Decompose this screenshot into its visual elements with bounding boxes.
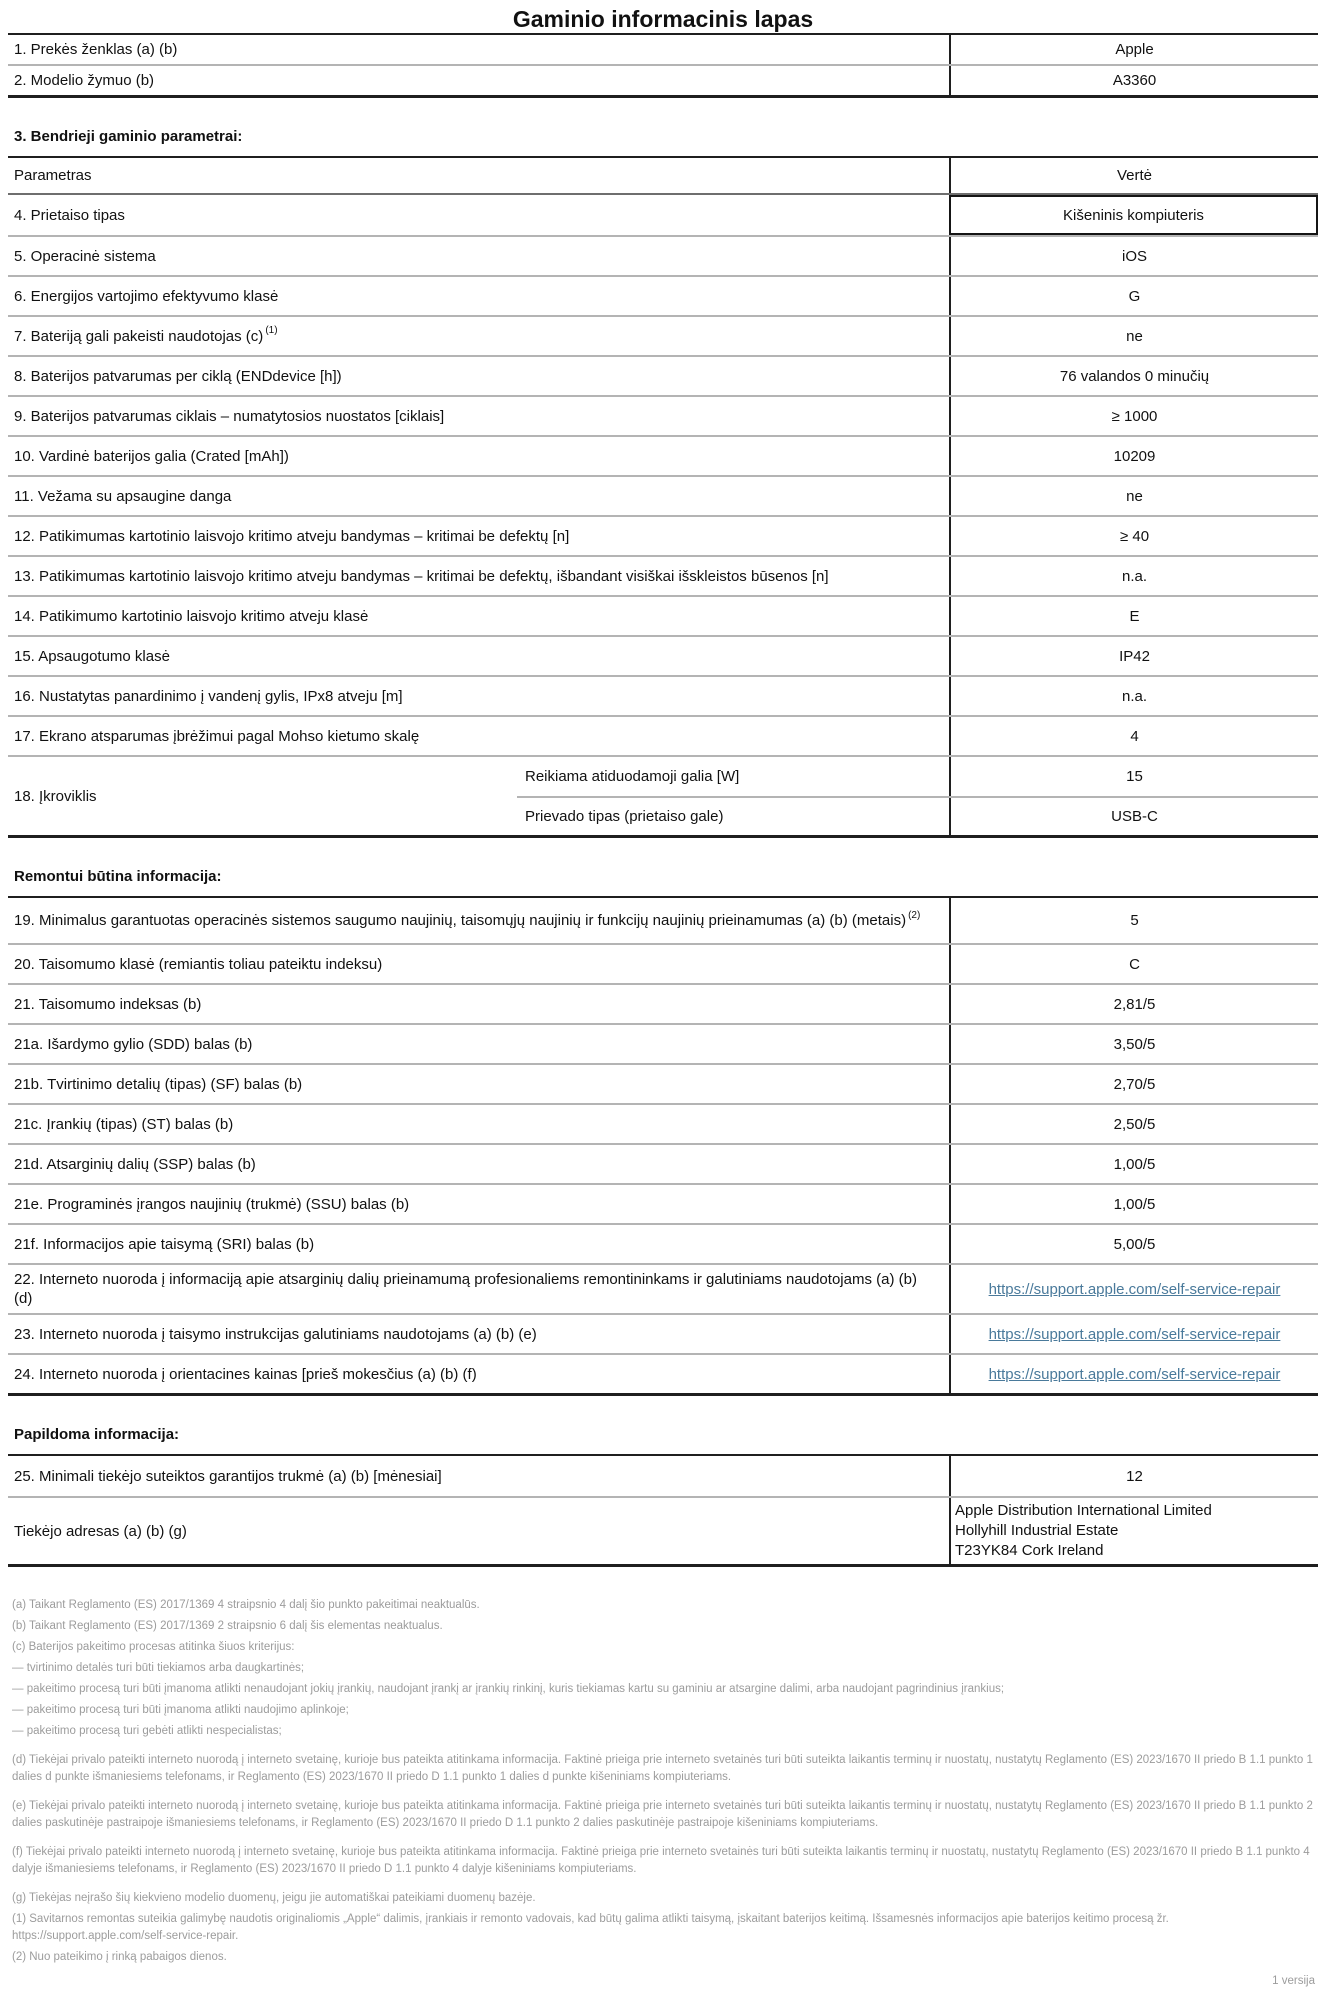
table-row bbox=[8, 1263, 1318, 1313]
row-value-text: IP42 bbox=[1119, 647, 1150, 665]
row-value bbox=[949, 1315, 1318, 1353]
row-label bbox=[8, 277, 949, 315]
row-value bbox=[949, 1105, 1318, 1143]
row-label-text: 11. Vežama su apsaugine danga bbox=[14, 487, 232, 505]
row-label-text: 15. Apsaugotumo klasė bbox=[14, 647, 170, 665]
table-row bbox=[8, 475, 1318, 515]
column-header-param: Parametras bbox=[14, 167, 92, 184]
row-label-text: 16. Nustatytas panardinimo į vandenį gylis, IPx8 atveju [m] bbox=[14, 687, 403, 705]
row-value bbox=[949, 1185, 1318, 1223]
row-label bbox=[8, 1456, 949, 1496]
row-label-text: 2. Modelio žymuo (b) bbox=[14, 72, 155, 89]
row-value bbox=[949, 195, 1318, 235]
row-label bbox=[8, 1265, 949, 1313]
table-row bbox=[8, 943, 1318, 983]
row-label bbox=[8, 357, 949, 395]
brand-model-table bbox=[8, 33, 1318, 98]
column-header-value: Vertė bbox=[949, 158, 1318, 193]
row-value-text: ≥ 1000 bbox=[1111, 407, 1158, 425]
row-value bbox=[949, 1456, 1318, 1496]
row-label bbox=[8, 597, 949, 635]
row-value bbox=[949, 1225, 1318, 1263]
table-row bbox=[8, 898, 1318, 943]
table-header-row bbox=[8, 158, 1318, 195]
table-subrow bbox=[517, 796, 1318, 835]
table-row bbox=[8, 595, 1318, 635]
row-value-text: 15 bbox=[1126, 768, 1143, 785]
row-label bbox=[8, 677, 949, 715]
table-row bbox=[8, 1143, 1318, 1183]
row-label-text: 21a. Išardymo gylio (SDD) balas (b) bbox=[14, 1035, 253, 1053]
row-label bbox=[8, 437, 949, 475]
subrow-label: Prievado tipas (prietaiso gale) bbox=[525, 808, 724, 825]
table-row bbox=[8, 355, 1318, 395]
document-content bbox=[8, 6, 1318, 1966]
row-label bbox=[8, 945, 949, 983]
row-label-text: 20. Taisomumo klasė (remiantis toliau pateiktu indeksu) bbox=[14, 955, 383, 973]
row-label-text: 1. Prekės ženklas (a) (b) bbox=[14, 41, 178, 58]
section-heading-general: 3. Bendrieji gaminio parametrai: bbox=[14, 128, 243, 145]
row-label bbox=[8, 1025, 949, 1063]
table-row bbox=[8, 515, 1318, 555]
row-label bbox=[8, 195, 949, 235]
row-label: 7. Bateriją gali pakeisti naudotojas (c) $^{(1)}$ bbox=[14, 325, 278, 345]
row-label-text: 5. Operacinė sistema bbox=[14, 247, 156, 265]
row-label bbox=[8, 1355, 949, 1393]
table-row bbox=[8, 983, 1318, 1023]
row-value-text: 1,00/5 bbox=[1113, 1155, 1156, 1173]
footnote: — tvirtinimo detalės turi būti tiekiamos arba daugkartinės; bbox=[12, 1662, 305, 1674]
row-value bbox=[949, 1498, 1318, 1564]
table-row bbox=[8, 675, 1318, 715]
row-value-text: 5 bbox=[1130, 912, 1139, 929]
table-row bbox=[8, 1456, 1318, 1496]
row-label-text: 17. Ekrano atsparumas įbrėžimui pagal Mohso kietumo skalę bbox=[14, 727, 420, 745]
row-label bbox=[8, 1145, 949, 1183]
row-value bbox=[949, 945, 1318, 983]
row-value bbox=[949, 1355, 1318, 1393]
row-label-text: 21f. Informacijos apie taisymą (SRI) balas (b) bbox=[14, 1235, 315, 1253]
row-value bbox=[949, 277, 1318, 315]
row-label-text: 8. Baterijos patvarumas per ciklą (ENDdevice [h]) bbox=[14, 367, 342, 385]
row-value-text: 3,50/5 bbox=[1113, 1035, 1156, 1053]
row-value-text: 10209 bbox=[1113, 447, 1156, 465]
row-value bbox=[949, 597, 1318, 635]
row-value-text: 2,81/5 bbox=[1113, 995, 1156, 1013]
row-value bbox=[949, 557, 1318, 595]
row-value-text: USB-C bbox=[1111, 808, 1158, 825]
table-row bbox=[8, 395, 1318, 435]
table-row bbox=[8, 1313, 1318, 1353]
footnotes bbox=[12, 1597, 1318, 1966]
row-label bbox=[8, 517, 949, 555]
row-value-text: G bbox=[1128, 287, 1141, 305]
row-label bbox=[8, 35, 949, 64]
row-value bbox=[949, 66, 1318, 95]
row-value-text: E bbox=[1129, 607, 1140, 625]
row-value bbox=[949, 517, 1318, 555]
table-row bbox=[8, 555, 1318, 595]
row-value-text: C bbox=[1129, 955, 1140, 973]
row-label-text: Tiekėjo adresas (a) (b) (g) bbox=[14, 1522, 187, 1540]
subrow-label: Reikiama atiduodamoji galia [W] bbox=[525, 768, 740, 785]
table-row bbox=[8, 755, 1318, 835]
charger-subcolumn bbox=[517, 757, 1318, 835]
additional-info-table bbox=[8, 1454, 1318, 1567]
row-label-text: 18. Įkroviklis bbox=[14, 787, 97, 805]
row-value-text: ne bbox=[1126, 487, 1143, 505]
row-value-text: iOS bbox=[1121, 247, 1147, 265]
footnote: (2) Nuo pateikimo į rinką pabaigos dienos. bbox=[12, 1951, 227, 1963]
row-label-text: 21d. Atsarginių dalių (SSP) balas (b) bbox=[14, 1155, 256, 1173]
footnote: — pakeitimo procesą turi būti įmanoma atlikti naudojimo aplinkoje; bbox=[12, 1704, 349, 1716]
row-value bbox=[949, 437, 1318, 475]
table-row bbox=[8, 1103, 1318, 1143]
row-label-text: 13. Patikimumas kartotinio laisvojo kritimo atveju bandymas – kritimai be defektų, išbandant visiškai išskleistos būsenos [n] bbox=[14, 567, 829, 585]
row-value bbox=[949, 1265, 1318, 1313]
table-row bbox=[8, 1023, 1318, 1063]
row-label bbox=[8, 1185, 949, 1223]
row-value bbox=[949, 357, 1318, 395]
row-label-text: 23. Interneto nuoroda į taisymo instrukcijas galutiniams naudotojams (a) (b) (e) bbox=[14, 1325, 537, 1343]
page-title: Gaminio informacinis lapas bbox=[512, 6, 814, 32]
row-value-text: 12 bbox=[1126, 1467, 1143, 1485]
row-label bbox=[8, 1065, 949, 1103]
table-row bbox=[8, 435, 1318, 475]
row-label bbox=[8, 237, 949, 275]
row-label-text: 24. Interneto nuoroda į orientacines kainas [prieš mokesčius (a) (b) (f) bbox=[14, 1365, 477, 1383]
row-value bbox=[949, 237, 1318, 275]
row-value-text: ≥ 40 bbox=[1119, 527, 1150, 545]
row-value-text: 2,50/5 bbox=[1113, 1115, 1156, 1133]
repair-link[interactable]: https://support.apple.com/self-service-repair bbox=[988, 1280, 1281, 1298]
row-value-text: 76 valandos 0 minučių bbox=[1059, 367, 1210, 385]
table-row bbox=[8, 235, 1318, 275]
row-value bbox=[949, 985, 1318, 1023]
row-value-text: ne bbox=[1126, 327, 1143, 345]
row-label bbox=[8, 66, 949, 95]
footnote: (c) Baterijos pakeitimo procesas atitinka šiuos kriterijus: bbox=[12, 1641, 295, 1653]
footnote: (f) Tiekėjai privalo pateikti interneto nuorodą į interneto svetainę, kurioje bus pateikta atitinkama informacija. Faktinė prieiga prie interneto svetainės turi būti suteikta laikantis terminų ir nuostatų, nustatytų Reglamento (ES) 2023/1670 II priedo B 1.1 punkto 4 dalyje išmaniesiems telefonams, ir Reglamento (ES) 2023/1670 II priedo D 1.1 punkto 4 dalyje kišeniniams kompiuteriams. bbox=[12, 1846, 1310, 1875]
row-value bbox=[949, 717, 1318, 755]
row-label-text: 21b. Tvirtinimo detalių (tipas) (SF) balas (b) bbox=[14, 1075, 303, 1093]
row-label-text: 12. Patikimumas kartotinio laisvojo kritimo atveju bandymas – kritimai be defektų [n] bbox=[14, 527, 570, 545]
row-value bbox=[949, 637, 1318, 675]
row-value bbox=[949, 1145, 1318, 1183]
row-label-text: 21c. Įrankių (tipas) (ST) balas (b) bbox=[14, 1115, 234, 1133]
row-label-text: 19. Minimalus garantuotas operacinės sistemos saugumo naujinių, taisomųjų naujinių ir funkcijų naujinių prieinamumas (a) (b) (metais) bbox=[14, 912, 907, 929]
table-row bbox=[8, 35, 1318, 64]
section-heading-repair: Remontui būtina informacija: bbox=[14, 868, 222, 885]
footnote: — pakeitimo procesą turi būti įmanoma atlikti nenaudojant jokių įrankių, naudojant įrankį ar įrankių rinkinį, kuris tiekiamas kartu su gaminiu ar atsargine dalimi, arba naudojant pagrindinius įrankius; bbox=[12, 1683, 1005, 1695]
repair-info-table bbox=[8, 896, 1318, 1396]
address-line: Hollyhill Industrial Estate bbox=[955, 1522, 1119, 1539]
row-label-text: 25. Minimali tiekėjo suteiktos garantijos trukmė (a) (b) [mėnesiai] bbox=[14, 1467, 442, 1485]
table-subrow bbox=[517, 757, 1318, 796]
row-label bbox=[8, 397, 949, 435]
table-row bbox=[8, 1223, 1318, 1263]
row-value-text: Apple bbox=[1115, 41, 1154, 58]
footnote: (d) Tiekėjai privalo pateikti interneto nuorodą į interneto svetainę, kurioje bus pateikta atitinkama informacija. Faktinė prieiga prie interneto svetainės turi būti suteikta laikantis terminų ir nuostatų, nustatytų Reglamento (ES) 2023/1670 II priedo B 1.1 punkto 1 dalies d punkte išmaniesiems telefonams, ir Reglamento (ES) 2023/1670 II priedo D 1.1 punkto 1 dalies d punkte kišeniniams kompiuteriams. bbox=[12, 1754, 1313, 1783]
repair-link[interactable]: https://support.apple.com/self-service-repair bbox=[988, 1325, 1281, 1343]
repair-link[interactable]: https://support.apple.com/self-service-repair bbox=[988, 1365, 1281, 1383]
row-label-text: 7. Bateriją gali pakeisti naudotojas (c) bbox=[14, 327, 264, 345]
address-line: Apple Distribution International Limited bbox=[955, 1502, 1212, 1519]
row-value-text: A3360 bbox=[1112, 72, 1157, 89]
row-label-text: 10. Vardinė baterijos galia (Crated [mAh]) bbox=[14, 447, 289, 465]
row-label bbox=[8, 1315, 949, 1353]
section-heading-additional: Papildoma informacija: bbox=[14, 1426, 180, 1443]
row-label: 19. Minimalus garantuotas operacinės sistemos saugumo naujinių, taisomųjų naujinių ir funkcijų naujinių prieinamumas (a) (b) (metais) $^{(2)}$ bbox=[14, 909, 921, 929]
table-row bbox=[8, 1063, 1318, 1103]
row-label-text: 4. Prietaiso tipas bbox=[14, 206, 125, 224]
version-label: 1 versija bbox=[1272, 1975, 1315, 1987]
row-value-text: Kišeninis kompiuteris bbox=[1063, 206, 1204, 224]
footnote: — pakeitimo procesą turi gebėti atlikti nespecialistas; bbox=[12, 1725, 282, 1737]
footnote: (g) Tiekėjas neįrašo šių kiekvieno modelio duomenų, jeigu jie automatiškai pateikiami duomenų bazėje. bbox=[12, 1892, 536, 1904]
table-row bbox=[8, 315, 1318, 355]
row-label-text: 9. Baterijos patvarumas ciklais – numatytosios nuostatos [ciklais] bbox=[14, 407, 445, 425]
row-value-text: 2,70/5 bbox=[1113, 1075, 1156, 1093]
table-row bbox=[8, 715, 1318, 755]
row-label-text: 6. Energijos vartojimo efektyvumo klasė bbox=[14, 287, 279, 305]
row-value bbox=[949, 898, 1318, 943]
row-value-text: 1,00/5 bbox=[1113, 1195, 1156, 1213]
table-row bbox=[8, 275, 1318, 315]
row-label-text: 21e. Programinės įrangos naujinių (trukmė) (SSU) balas (b) bbox=[14, 1195, 410, 1213]
table-row bbox=[8, 635, 1318, 675]
general-parameters-table bbox=[8, 156, 1318, 838]
footnote: (e) Tiekėjai privalo pateikti interneto nuorodą į interneto svetainę, kurioje bus pateikta atitinkama informacija. Faktinė prieiga prie interneto svetainės turi būti suteikta laikantis terminų ir nuostatų, nustatytų Reglamento (ES) 2023/1670 II priedo B 1.1 punkto 2 dalies paskutinėje pastraipoje išmaniesiems telefonams, ir Reglamento (ES) 2023/1670 II priedo D 1.1 punkto 2 dalies paskutinėje pastraipoje kišeniniams kompiuteriams. bbox=[12, 1800, 1313, 1829]
footnote: (1) Savitarnos remontas suteikia galimybę naudotis originaliomis „Apple“ dalimis, įrankiais ir remonto vadovais, kad būtų galima atlikti taisymą, įskaitant baterijos keitimą. Išsamesnės informacijos apie baterijos keitimo procesą žr. https://support.apple.com/self-service-repair. bbox=[12, 1913, 1169, 1942]
row-value bbox=[949, 317, 1318, 355]
address-line: T23YK84 Cork Ireland bbox=[955, 1542, 1104, 1559]
row-label bbox=[8, 717, 949, 755]
row-value bbox=[949, 1065, 1318, 1103]
row-value-text: 5,00/5 bbox=[1113, 1235, 1156, 1253]
row-value bbox=[949, 677, 1318, 715]
row-label bbox=[8, 557, 949, 595]
row-value-text: 4 bbox=[1130, 727, 1139, 745]
row-label-text: 22. Interneto nuoroda į informaciją apie atsarginių dalių prieinamumą profesionaliems remontininkams ir galutiniams naudotojams (a) (b) (d) bbox=[14, 1271, 917, 1307]
row-label bbox=[8, 1498, 949, 1564]
table-row bbox=[8, 1183, 1318, 1223]
row-value bbox=[949, 798, 1318, 835]
table-row bbox=[8, 64, 1318, 95]
row-label bbox=[8, 1225, 949, 1263]
row-value bbox=[949, 477, 1318, 515]
table-row bbox=[8, 1496, 1318, 1564]
row-label bbox=[8, 637, 949, 675]
row-value bbox=[949, 35, 1318, 64]
row-value bbox=[949, 397, 1318, 435]
footnote: (a) Taikant Reglamento (ES) 2017/1369 4 straipsnio 4 dalį šio punkto pakeitimai neaktualūs. bbox=[12, 1599, 480, 1611]
footnote: (b) Taikant Reglamento (ES) 2017/1369 2 straipsnio 6 dalį šis elementas neaktualus. bbox=[12, 1620, 443, 1632]
row-label-text: 14. Patikimumo kartotinio laisvojo kritimo atveju klasė bbox=[14, 607, 369, 625]
row-value bbox=[949, 1025, 1318, 1063]
table-row bbox=[8, 195, 1318, 235]
row-value bbox=[949, 757, 1318, 796]
row-value-text: n.a. bbox=[1121, 687, 1148, 705]
row-label bbox=[8, 985, 949, 1023]
row-label bbox=[8, 477, 949, 515]
row-label bbox=[8, 757, 517, 835]
row-label-text: 21. Taisomumo indeksas (b) bbox=[14, 995, 202, 1013]
row-label bbox=[8, 1105, 949, 1143]
row-value-text: n.a. bbox=[1121, 567, 1148, 585]
table-row bbox=[8, 1353, 1318, 1393]
